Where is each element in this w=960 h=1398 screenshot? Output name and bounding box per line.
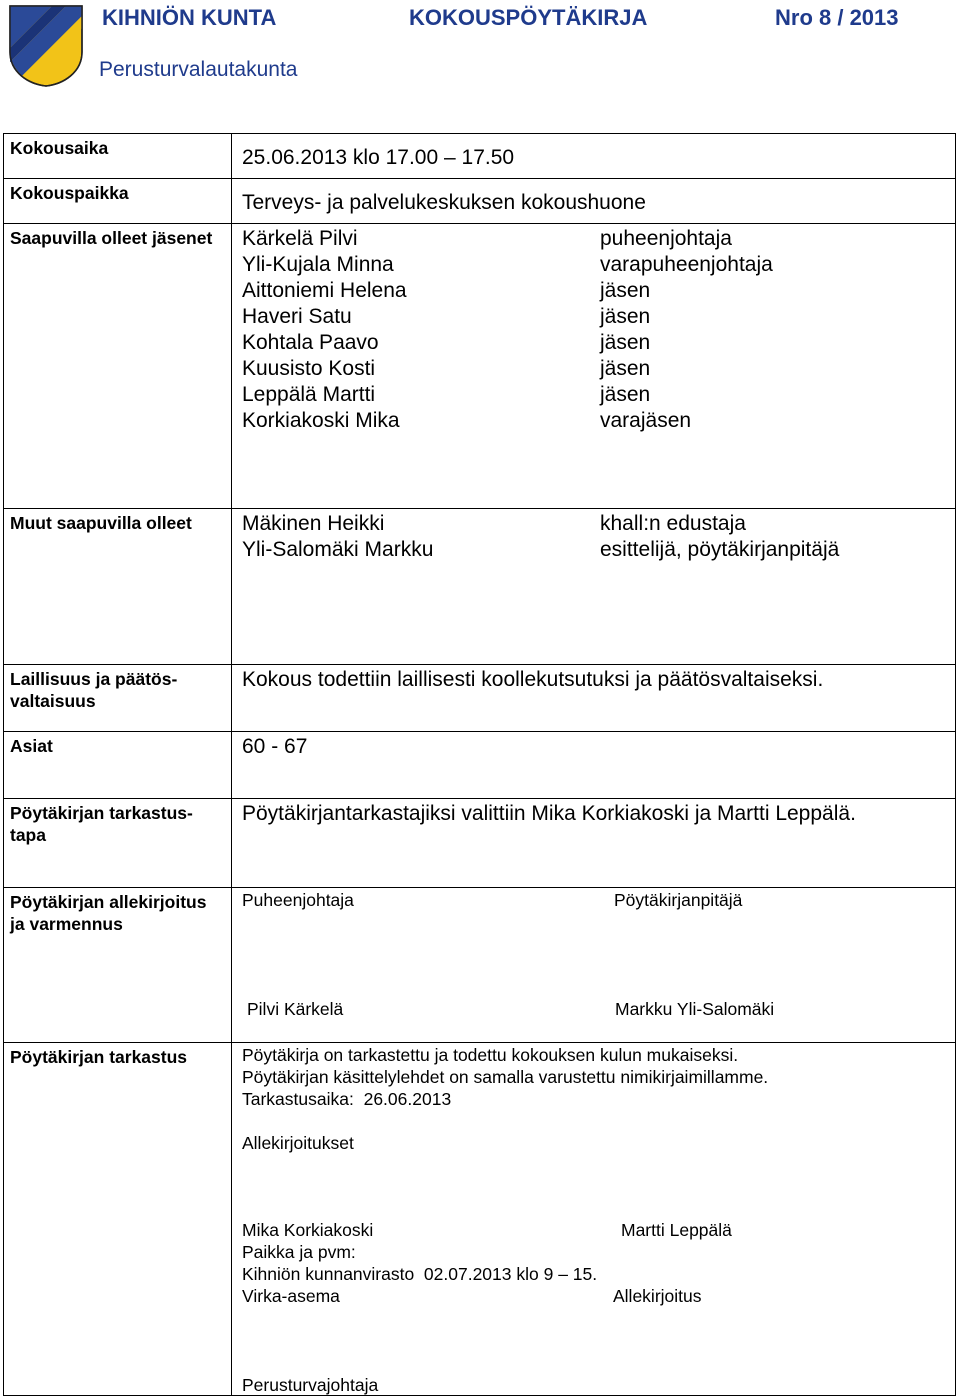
review-date: [242, 1088, 451, 1111]
member-name: Kuusisto Kosti: [242, 357, 376, 380]
review-date-value: 26.06.2013: [363, 1089, 452, 1109]
items-label: Asiat: [4, 732, 232, 799]
list-item: [242, 252, 945, 278]
review-row: [4, 1043, 956, 1396]
list-item: [242, 226, 945, 252]
review-method-label: Pöytäkirjan tarkastus- tapa: [4, 799, 232, 888]
member-role: jäsen: [600, 383, 651, 406]
secretary-role: Pöytäkirjanpitäjä: [614, 890, 743, 910]
members-row: [4, 224, 956, 509]
meeting-time-row: [4, 134, 956, 179]
others-row: [4, 509, 956, 665]
list-item: [242, 408, 945, 434]
list-item: [242, 511, 945, 537]
review-line-1: Pöytäkirja on tarkastettu ja todettu kokouksen kulun mukaiseksi.: [242, 1045, 739, 1065]
municipality-name: KIHNIÖN KUNTA: [102, 5, 277, 30]
signature-label: Allekirjoitus: [613, 1286, 702, 1306]
member-role: puheenjohtaja: [600, 227, 732, 250]
list-item: [242, 278, 945, 304]
chair-role: Puheenjohtaja: [242, 890, 354, 910]
member-name: Aittoniemi Helena: [242, 279, 407, 302]
municipal-crest-icon: [8, 4, 84, 88]
minutes-table: [3, 133, 956, 1396]
review-line-2: Pöytäkirjan käsittelylehdet on samalla varustettu nimikirjaimillamme.: [242, 1067, 769, 1087]
meeting-place-row: [4, 179, 956, 224]
list-item: [242, 330, 945, 356]
signatures-heading: Allekirjoitukset: [242, 1133, 354, 1153]
other-name: Yli-Salomäki Markku: [242, 538, 434, 561]
others-label: Muut saapuvilla olleet: [4, 509, 232, 665]
list-item: [242, 537, 945, 563]
member-role: jäsen: [600, 305, 651, 328]
members-label: Saapuvilla olleet jäsenet: [4, 224, 232, 509]
document-type: KOKOUSPÖYTÄKIRJA: [409, 5, 648, 30]
review-method-row: [4, 799, 956, 888]
member-role: varapuheenjohtaja: [600, 253, 773, 276]
items-row: [4, 732, 956, 799]
review-method-value: Pöytäkirjantarkastajiksi valittiin Mika Korkiakoski ja Martti Leppälä.: [242, 802, 856, 825]
secretary-name: Markku Yli-Salomäki: [615, 999, 775, 1019]
position-value: Perusturvajohtaja: [242, 1375, 379, 1395]
signing-label: Pöytäkirjan allekirjoitus ja varmennus: [4, 888, 232, 1043]
member-role: varajäsen: [600, 409, 692, 432]
other-role: esittelijä, pöytäkirjanpitäjä: [600, 538, 840, 561]
member-role: jäsen: [600, 331, 651, 354]
reviewer-1-name: Mika Korkiakoski: [242, 1220, 374, 1240]
meeting-time-label: Kokousaika: [4, 134, 232, 179]
list-item: [242, 382, 945, 408]
legality-row: [4, 665, 956, 732]
members-list: [242, 226, 945, 434]
member-name: Leppälä Martti: [242, 383, 376, 406]
position-label: Virka-asema: [242, 1286, 340, 1306]
review-label: Pöytäkirjan tarkastus: [4, 1043, 232, 1396]
place-date-value: Kihniön kunnanvirasto 02.07.2013 klo 9 – 15.: [242, 1264, 598, 1284]
chair-name: Pilvi Kärkelä: [247, 999, 344, 1019]
member-role: jäsen: [600, 279, 651, 302]
others-list: [242, 511, 945, 563]
member-name: Yli-Kujala Minna: [242, 253, 394, 276]
items-value: 60 - 67: [242, 735, 308, 758]
other-role: khall:n edustaja: [600, 512, 746, 535]
legality-label: Laillisuus ja päätös- valtaisuus: [4, 665, 232, 732]
meeting-place-label: Kokouspaikka: [4, 179, 232, 224]
legality-value: Kokous todettiin laillisesti koollekutsutuksi ja päätösvaltaiseksi.: [242, 668, 824, 691]
member-name: Korkiakoski Mika: [242, 409, 400, 432]
meeting-place-value: Terveys- ja palvelukeskuksen kokoushuone: [242, 191, 646, 214]
member-name: Kohtala Paavo: [242, 331, 379, 354]
other-name: Mäkinen Heikki: [242, 512, 385, 535]
member-name: Kärkelä Pilvi: [242, 227, 358, 250]
member-role: jäsen: [600, 357, 651, 380]
review-date-label: Tarkastusaika:: [242, 1089, 354, 1109]
document-number: Nro 8 / 2013: [775, 5, 899, 30]
list-item: [242, 356, 945, 382]
committee-name: Perusturvalautakunta: [99, 58, 298, 81]
reviewer-2-name: Martti Leppälä: [621, 1220, 732, 1240]
meeting-time-value: 25.06.2013 klo 17.00 – 17.50: [242, 146, 515, 169]
place-date-label: Paikka ja pvm:: [242, 1242, 356, 1262]
signing-row: [4, 888, 956, 1043]
list-item: [242, 304, 945, 330]
page-header: [0, 0, 960, 100]
member-name: Haveri Satu: [242, 305, 352, 328]
